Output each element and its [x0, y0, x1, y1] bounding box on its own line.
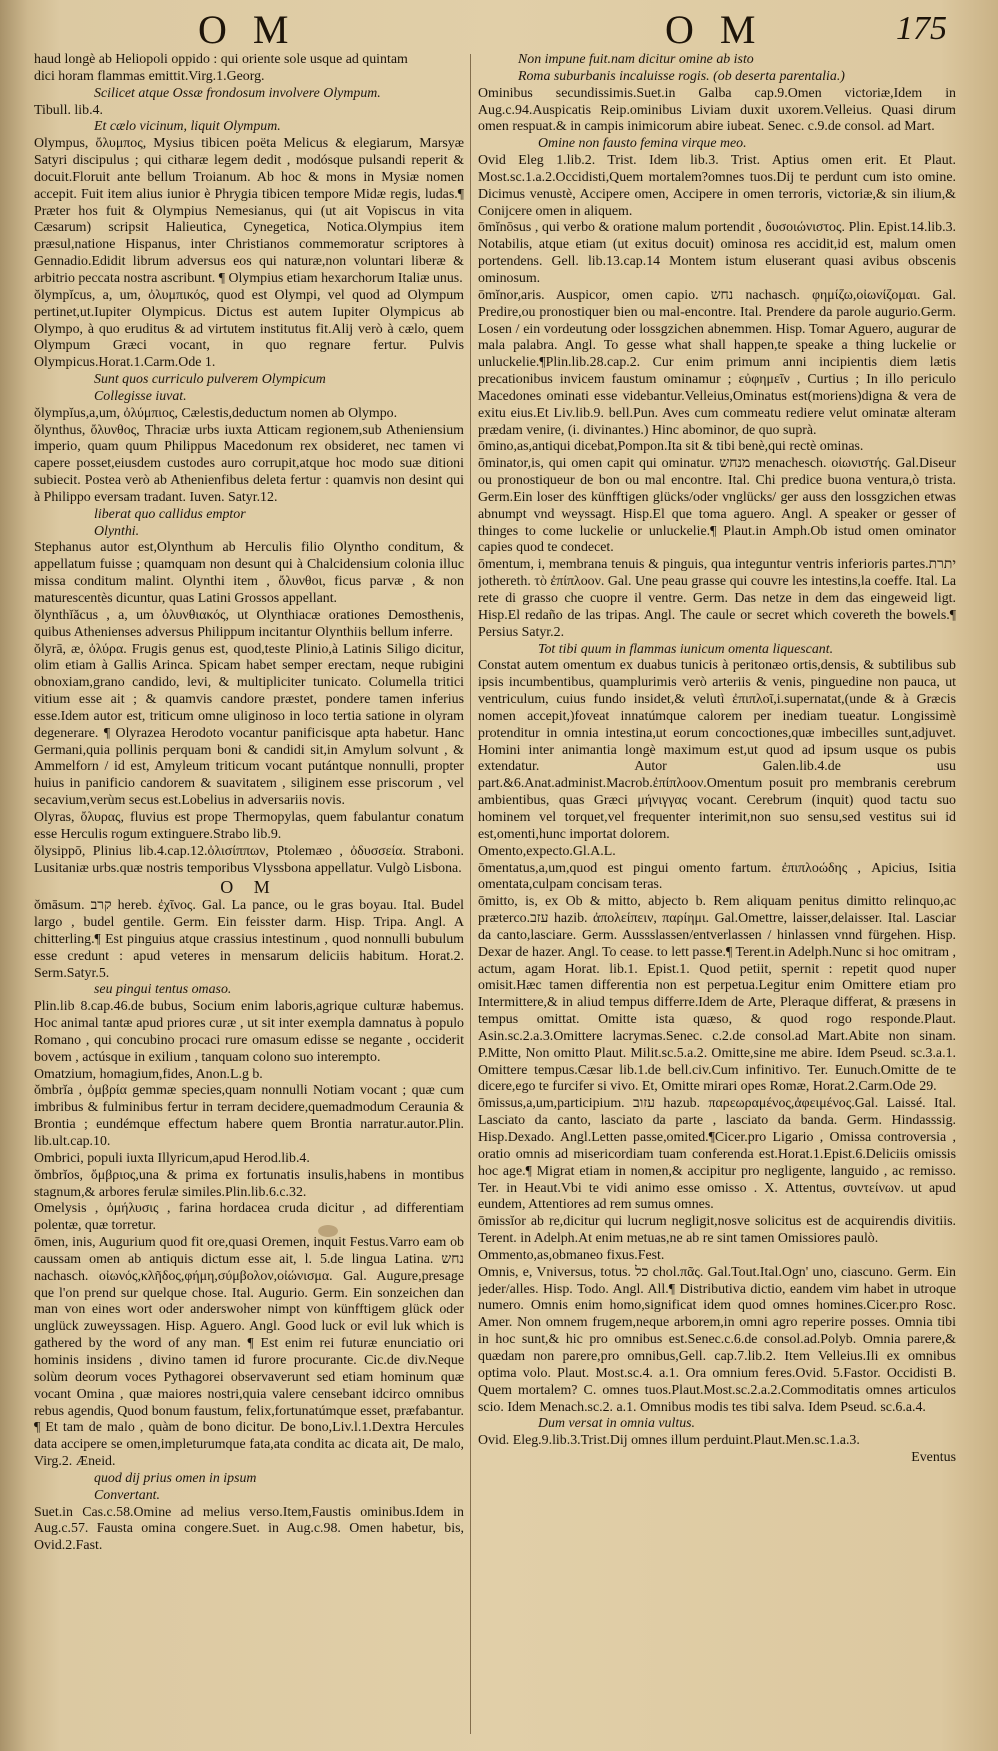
- entry-omnis: Omnis, e, Vniversus, totus. כל chol.πᾶς. Gal.Tout.Ital.Ogn' uno, ciascuno. Germ. Ein jeder/alles. Hisp. Todo. Angl. All.¶ Distributiva dictio, eandem vim habet in utroque numero. Omnis enim homo,significat idem quod omnes homines.Cicer.pro Rosc. Amer. Non omnem frugem,neque arborem,in omni agro reperire posses. Omnia tibi in hoc sunt,& hic pro omnibus est.Senec.c.6.de consol.ad.Polyb. Omnia parere,& quædam non parere,pro omnibus,Gell. cap.7.lib.2. Item Velleius.Ili ex omnibus optima volo. Plaut. Most.sc.4. a.1. Ora omnium feres.Ovid. 5.Fastor. Occidisti B. Quem mortalem? C. omnes tuos.Plaut.Most.sc.2.a.2.Commoditatis omnes articulos scio. Idem Menach.sc.2. a.1. Omnibus modis tes tibi salva. Idem Pseud. sc.6.a.4.: [478, 1264, 956, 1415]
- entry-ominator: ōminator,is, qui omen capit qui ominatur. מנחש menachesch. οἰωνιστής. Gal.Diseur ou pronostiqueur de bon ou mal encontre. Ital. Chi predice buona ventura,ò trista. Germ.Ein loser des künfftigen glücks/oder vnglücks/ ger auss den lossgzichen etwas abnumpt vnd weyssagt. Hisp.El que toma aguero. Angl. A speaker or gesser of thinges to come luckelie or unluckelie.¶ Plaut.in Amph.Ob istud omen ominator capies quod te condecet.: [478, 456, 956, 556]
- running-head-left: O M: [198, 7, 297, 52]
- entry-olynthus: ŏlynthus, ὄλυνθος, Thraciæ urbs iuxta Atticam regionem,sub Atheniensium imperio, quam quum Philippus Macedonum rex obsideret, nec tamen vi capere posset,eiusdem custodes auro corrupit,atque hoc modo suæ ditioni subiecit. Postea verò ab Athenienfibus deleta fertur : quamvis non desint qui à Philippo eversam tradant. Iuven. Satyr.12.: [34, 422, 464, 505]
- quotation: Olynthi.: [94, 523, 140, 539]
- entry-omentatus: ōmentatus,a,um,quod est pingui omento fartum. ἐπιπλοώδης , Apicius, Isitia omentata,culpam concisam teras.: [478, 860, 956, 893]
- quotation: seu pingui tentus omaso.: [94, 982, 232, 998]
- entry-olympicus: ŏlympĭcus, a, um, ὀλυμπικός, quod est Olympi, vel quod ad Olympum pertinet,ut.Iupiter Olympicus. Dictus est autem Iupiter Olympicus ab Olympo, à quo eruditus & ad virtutem institutus fit.Alij verò à cælo, quem Olympum Græci vocant, in quo regnare fertur. Pulvis Olympicus.Horat.1.Carm.Ode 1.: [34, 287, 464, 371]
- entry-omatzium: Omatzium, homagium,fides, Anon.L.g b.: [34, 1066, 263, 1082]
- paragraph: Plin.lib 8.cap.46.de bubus, Socium enim laboris,agrique culturæ habemus. Hoc animal tantæ apud priores curæ , ut sit inter exempla damnatus à populo Romano , qui concubino procaci rure omasum edisse se negante , occiderit bovem , actúsque in exilium , tanquam colono suo interempto.: [34, 999, 464, 1065]
- entry-omino: ōmino,as,antiqui dicebat,Pompon.Ita sit & tibi benè,qui rectè ominas.: [478, 439, 864, 455]
- entry-omissus: ōmissus,a,um,participium. עזוב hazub. παρεωραμένος,ἀφειμένος.Gal. Laissé. Ital. Lasciato da canto, lasciato da parte , lasciato da banda. Germ. Hindasssig. Hisp.Dexado. Angl.Letten passe,omited.¶Cicer.pro Ligario , Omissa controversia , oratio omnis ad misericordiam tuam conferenda est.Horat.1.Epist.6.Deliciis omissis hoc age.¶ Migrat etiam in nomen,& accipitur pro negligente, languido , ac remisso. Ter. in Heaut.Vbi te vidi animo esse omisso . Χ. Attentus, συντείνων. ut apud eundem, Attentiores ad rem sumus omnes.: [478, 1096, 956, 1213]
- paragraph: Ovid Eleg 1.lib.2. Trist. Idem lib.3. Trist. Aptius omen erit. Et Plaut. Most.sc.1.a.2.Occidisti,Quem mortalem?omnes tuos.Dij te perdunt cum isto omine. Dicimus venustè, Accipere omen, Accipere in omen terroris, victoriæ,& sin ilium,& Conijcere omen in aliquem.: [478, 153, 956, 219]
- entry-omissior: ōmissĭor ab re,dicitur qui lucrum negligit,nosve solicitus est de acquirendis divitiis. Terent. in Adelph.At enim metuas,ne ab re sint tamen Omissiores paulò.: [478, 1214, 956, 1247]
- entry-olyra: ŏlyrā, æ, ὀλύρα. Frugis genus est, quod,teste Plinio,à Latinis Siligo dicitur, olim etiam à Gallis Arinca. Spicam habet semper erectam, neque rubigini obnoxiam,grano candido, levi, & multipliciter tunicato. Columella tritici vitium esse ait ; & quamvis candore præstet, pondere tamen inferius esse.Idem autor est, triticum omne uliginoso in loco tertia satione in olyram degenerare. ¶ Olyrazea Herodoto vocantur panificisque apta habetur. Hanc Germani,quia pollinis perquam boni & candidi sit,in Amylum solvunt , & Ammelforn / id est, Amyleum triticum vocant putántque nonnulli, propter huius in panificio candorem & suavitatem , siliginem esse priscorum , vel secavium,verùm secus est.Lobelius in adversariis novis.: [34, 641, 464, 809]
- column-divider: [470, 54, 471, 1734]
- entry-olynthiacus: ŏlynthĭăcus , a, um ὀλυνθιακός, ut Olynthiacæ orationes Demosthenis, quibus Athenienses adversus Philippum incitantur Olynthiis bellum inferre.: [34, 607, 464, 640]
- paragraph: Tibull. lib.4.: [34, 102, 103, 118]
- entry-ombrici: Ombrici, populi iuxta Illyricum,apud Herod.lib.4.: [34, 1150, 310, 1166]
- quotation: Tot tibi quum in flammas iunicum omenta liquescant.: [538, 641, 834, 657]
- paragraph: Constat autem omentum ex duabus tunicis à peritonæo ortis,densis, & subtilibus sub ipsis incumbentibus, quamplurimis verò arteriis & venis, pinguedine non pauca, ut ventriculum, cuius fundo insidet,& velutì ἐπιπλοῖ,i.supernatat,(unde & à Græcis nomen accepit,)foveat innatúmque calorem per inediam tueatur. Longissimè protenditur in omnia intestina,ut eorum concoctiones,quæ imbecilles sunt,adjuvet. Homini inter animantia longè maximum est,ut quod ad ipsum usque os pubis extendatur. Autor Galen.lib.4.de usu part.&6.Anat.administ.Macrob.ἐπίπλοον.Omentum posuit pro membranis cerebrum ambientibus, quas Græci μήνιγγας vocant. Cerebrum (inquit) quod tactu suo hominem vel torquet,vel frequenter interimit,non suo sensu,sed vestitus sui id est,omenti,hunc importat dolorem.: [478, 658, 956, 842]
- quotation: Et cælo vicinum, liquit Olympum.: [94, 119, 281, 135]
- entry-omentum: ōmentum, i, membrana tenuis & pinguis, qua integuntur ventris inferioris partes.יתרת jothereth. τὸ ἐπίπλοον. Gal. Une peau grasse qui couvre les intestins,la coeffe. Ital. La rete di grasso che cuopre il ventre. Germ. Das netze in dem das eingeweid ligt. Hisp.El redaño de las tripas. Angl. The caule or secret which covereth the bowels.¶ Persius Satyr.2.: [478, 557, 956, 640]
- running-head: [0, 6, 998, 52]
- right-column: [478, 52, 956, 1742]
- paragraph: haud longè ab Heliopoli oppido : qui oriente sole usque ad quintam: [34, 52, 408, 67]
- quotation: Omine non fausto femina virque meo.: [538, 136, 747, 152]
- section-heading: O M: [220, 877, 278, 898]
- entry-olyras: Olyras, ὄλυρας, fluvius est prope Thermopylas, quem fabulantur conatum esse Herculis rogum extinguere.Strabo lib.9.: [34, 809, 464, 842]
- entry-omen: ōmen, inis, Augurium quod fit ore,quasi Oremen, inquit Festus.Varro eam ob caussam omen ab antiquis dictum esse ait, l. 5.de lingua Latina. נחש nachasch. οἰωνός,κλῆδος,φήμη,σύμβολον,οἰώνισμα. Gal. Augure,presage que l'on prend sur quelque chose. Ital. Augurio. Germ. Ein sonzeichen dan man von eines wort oder anderswoher nimpt von künfftigem glück oder unglück zuweyssagen. Hisp. Aguero. Angl. Good luck or evil luk which is gathered by the word of any man. ¶ Est enim rei futuræ enunciatio ori hominis insidens , divino tamen id furore procurante. Cic.de div.Neque solùm deorum voces Pythagorei observaverunt sed etiam hominum quæ vocant Omina , quæ maiores nostri,quia valere censebant idcirco omnibus rebus agendis, Quod bonum faustum, felix,fortunatúmque esset, præfabantur. ¶ Et tam de malo , quàm de bono dicitur. De bono,Liv.l.1.Dextra Hercules data accipere se omen,impleturumque fata,ata condita ac dicata ait, De malo, Virg.2. Æneid.: [34, 1235, 464, 1470]
- running-head-right: O M: [665, 7, 764, 52]
- entry-olysippo: ŏlysippō, Plinius lib.4.cap.12.ὀλισίππων, Ptolemæo , ὀδυσσεία. Straboni. Lusitaniæ urbs.quæ nostris temporibus Vlyssbona appellatur. Vulgò Lisbona.: [34, 843, 464, 876]
- quotation: Scilicet atque Ossæ frondosum involvere Olympum.: [94, 85, 381, 101]
- quotation: Sunt quos curriculo pulverem Olympicum: [94, 372, 326, 388]
- entry-omelysis: Omelysis , ὀμήλυσις , farina hordacea cruda dicitur , ad differentiam polentæ, quæ torretur.: [34, 1201, 464, 1234]
- entry-ombrios: ŏmbrĭos, ὄμβριος,una & prima ex fortunatis insulis,habens in montibus stagnum,& arbores ferulæ similes.Plin.lib.6.c.32.: [34, 1167, 464, 1200]
- entry-ominor: ōmĭnor,aris. Auspicor, omen capio. נחש nachasch. φημίζω,οἰωνίζομαι. Gal. Predire,ou pronostiquer bien ou mal-encontre. Ital. Prendere da parole augurio.Germ. Losen / ein vordeutung oder lossgzichen abnemmen. Hisp. Tomar Aguero, augurar de mala palabra. Angl. To gesse what shall happen,te speake a thing luckelie or unluckelie.¶Plin.lib.28.cap.2. Cur enim primum anni incipientis diem lætis precationibus invicem faustum ominamur ; εὐφημεῖν , Curtius ; In illo periculo Macedones ominati esse videbantur.Velleius,Ominatus est(moriens)digna & vera de exitu eius.Et Liv.lib.9. bell.Pun. Aves cum commeatu rediere velut ominatæ alteram prædam venire, (i. divinantes.) Hinc abominor, de quo suprà.: [478, 287, 956, 438]
- catchword: Eventus: [911, 1450, 956, 1466]
- entry-ommento: Ommento,as,obmaneo fixus.Fest.: [478, 1247, 665, 1263]
- paragraph: Ovid. Eleg.9.lib.3.Trist.Dij omnes illum perduint.Plaut.Men.sc.1.a.3.: [478, 1433, 860, 1449]
- quotation: quod dij prius omen in ipsum: [94, 1470, 257, 1486]
- quotation: Non impune fuit.nam dicitur omine ab isto: [518, 52, 754, 67]
- quotation: Roma suburbanis incaluisse rogis. (ob deserta parentalia.): [518, 68, 845, 84]
- entry-omasum: ŏmāsum. קרב hereb. ἐχῖνος. Gal. La pance, ou le gras boyau. Ital. Budel largo , budel gentile. Germ. Ein feisster darm. Hisp. Tripa. Angl. A chitterling.¶ Est pinguius atque crassius intestinum , quod nonnulli bubulum esse credunt : apud veteres in mensarum deliciis habitum. Horat.2. Serm.Satyr.5.: [34, 898, 464, 981]
- paragraph: Stephanus autor est,Olynthum ab Herculis filio Olyntho conditum, & appellatum fuisse ; quamquam non desunt qui à Chalcidensium colonia illuc missa conditum malint. Olynthi item , ὄλυνθοι, ficus parvæ , & non maturescentès dicuntur, quas Latini Grossos appellant.: [34, 540, 464, 606]
- paragraph: dici horam flammas emittit.Virg.1.Georg.: [34, 68, 265, 84]
- entry-omitto: ōmitto, is, ex Ob & mitto, abjecto b. Rem aliquam penitus dimitto relinquo,ac præterco.עזב hazib. ἀπολείπειν, παρίημι. Gal.Omettre, laisser,delaisser. Ital. Lasciar da canto,lasciare. Germ. Aussslassen/entverlassen / hinlassen vnnd fürgehen. Hisp. Dexar de hazer. Angl. To cease. to lett passe.¶ Terent.in Adelph.Nunc si hoc omitram , actum, agam Horat. lib.1. Epist.1. Quod petiit, spernit : repetit quod nuper omisit.Hæc tamen differentia non est perpetua.Legitur enim Omittere etiam pro Intermittere,& in aliud tempus differre.Idem de Arte, Pleraque differat, & præsens in tempus omittat. Omitte ista quæso, & quod rogo responde.Plaut. Asin.sc.2.a.3.Omittere lacrymas.Senec. c.2.de consol.ad Mart.Abite non sinam. P.Mitte, Non omitto Plaut. Milit.sc.5.a.2. Omitte,sine me abire. Idem Pseud. sc.3.a.1. Omittere tempus.Cæsar lib.1.de bell.civ.Cum infinitivo. Ter. Eunuch.Omitte de te dicere,ego te furcifer si vivo. Et, Omitte mirari opes Romæ, Horat.2.Carm.Ode 29.: [478, 894, 956, 1095]
- paragraph: Ominibus secundissimis.Suet.in Galba cap.9.Omen victoriæ,Idem in Aug.c.94.Auspicatis Reip.ominibus Liviam duxit uxorem.Velleius. Quasi dirum omen respuat.& in campis inimicorum abire iubeat. Senec. c.9.de consol. ad Mart.: [478, 85, 956, 135]
- quotation: Collegisse iuvat.: [94, 388, 187, 404]
- entry-omento: Omento,expecto.Gl.A.L.: [478, 843, 616, 859]
- paragraph: Suet.in Cas.c.58.Omine ad melius verso.Item,Faustis ominibus.Idem in Aug.c.57. Fausta omina congere.Suet. in Aug.c.98. Omen habetur, bis, Ovid.2.Fast.: [34, 1504, 464, 1554]
- quotation: liberat quo callidus emptor: [94, 506, 246, 522]
- quotation: Convertant.: [94, 1487, 160, 1503]
- entry-olympius: ŏlympĭus,a,um, ὀλύμπιος, Cælestis,deductum nomen ab Olympo.: [34, 405, 398, 421]
- entry-ominosus: ōmĭnōsus , qui verbo & oratione malum portendit , δυσοιώνιστος. Plin. Epist.14.lib.3. Notabilis, atque etiam (ut exitus docuit) ominosa res accidit,id est, malum omen portendens. Gell. lib.13.cap.14 Montem istum eluserant quasi avibus obscenis ominosum.: [478, 220, 956, 286]
- page-number: 175: [896, 10, 947, 47]
- entry-ombria: ŏmbrĭa , ὀμβρία gemmæ species,quam nonnulli Notiam vocant ; quæ cum imbribus & fulminibus fertur in terram decidere,quemadmodum Ceraunia & Brontia ; eundémque effectum habere quem Brontia narratur.autor.Plin. lib.ult.cap.10.: [34, 1083, 464, 1149]
- quotation: Dum versat in omnia vultus.: [538, 1416, 696, 1432]
- left-column: [34, 52, 464, 1742]
- entry-olympus: Olympus, ὄλυμπος, Mysius tibicen poëta Melicus & elegiarum, Marsyæ Satyri discipulus ; qui citharæ legem dedit , modósque pulsandi reperit & docuit.Floruit ante bellum Troianum. Ab hoc & mons in Mysiæ nomen accepit. Fuit item alius iunior è Phrygia tibicen tempore Midæ regis, ludas.¶ Præter hos fuit & Olympius Nemesianus, qui (ut ait Vopiscus in vita Cæsarum) scripsit Halieutica, Cynegetica, Notica.Olympius item præsul,natione Hispanus, inter Christianos commemoratur scriptores à Gennadio.Edidit librum adversus eos qui naturæ,non voluntari liberæ & arbitrio peccata nostra ascribunt. ¶ Olympius etiam hexarchorum Italiæ unus.: [34, 136, 464, 286]
